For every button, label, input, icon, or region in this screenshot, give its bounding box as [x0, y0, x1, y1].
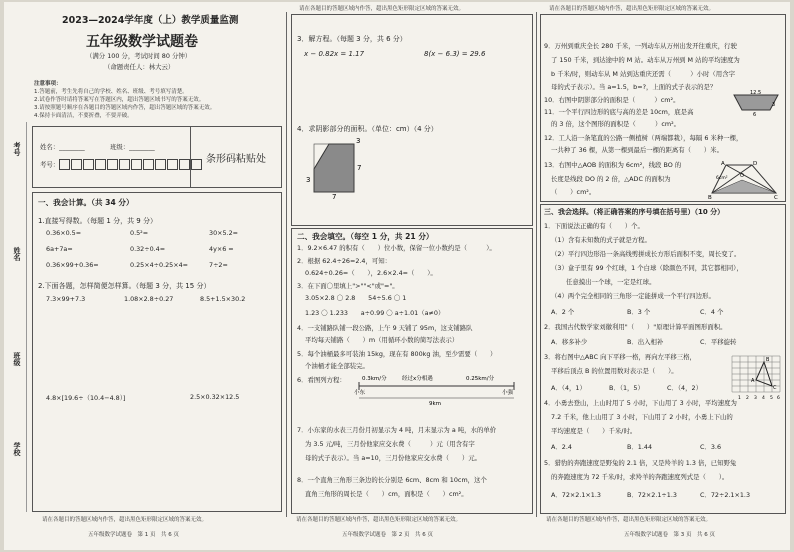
- option-a[interactable]: A．72×2.1×1.3: [551, 491, 601, 499]
- header-note-3: 请在各题目的答题区域内作答，超出黑色矩形限定区域的答案无效。: [549, 6, 715, 12]
- name-field[interactable]: 姓名：________: [40, 143, 85, 151]
- fill-item: 的 3 倍，这个图形的面积是（ ）cm²。: [551, 120, 681, 128]
- option-b[interactable]: B．72×2.1÷1.3: [627, 491, 677, 499]
- diagram-label: 0.3km/分: [362, 376, 387, 382]
- notice-title: 注意事项：: [34, 81, 62, 87]
- fill-item: 13．右图中△AOB 的面积为 6cm²，线段 BO 的: [544, 161, 682, 169]
- fill-item: 12．工人沿一条笔直的公路一侧植树（两端都栽），每隔 6 米种一棵，: [544, 134, 743, 142]
- fill-item: 2．根据 62.4÷26=2.4，可知：: [297, 257, 392, 265]
- choice-q5-line: 的奔跑速度为 72 千米/时，求羚羊的奔跑速度列式是（ ）。: [551, 473, 729, 481]
- q2-item: 2.5×0.32×12.5: [190, 393, 240, 401]
- choice-stmt: （1）含有未知数的式子就是方程。: [551, 236, 651, 244]
- side-label-id: 考号: [13, 142, 21, 156]
- binding-line: [26, 122, 27, 512]
- dim-label: 7: [332, 193, 337, 200]
- id-field[interactable]: 考号：: [40, 159, 203, 170]
- shaded-figure: [304, 134, 374, 200]
- column-divider-2: [536, 12, 537, 517]
- q2-item: 4.8×[19.6÷（10.4−4.8）]: [46, 394, 126, 402]
- q1-item: 0.5²=: [130, 229, 149, 237]
- fill-item: 3.05×2.8 〇 2.8 54÷5.6 〇 1: [305, 294, 407, 302]
- diagram-label: 0.25km/分: [466, 376, 495, 382]
- fill-item: 个油桶才能全部装完。: [305, 362, 369, 370]
- q1-item: 7÷2=: [209, 261, 228, 269]
- choice-stmt: 任意摸出一个球，一定是红球。: [566, 278, 656, 286]
- fill-item: 3．在下面〇里填上">""<"或"="。: [297, 282, 399, 290]
- option-a[interactable]: A．2 个: [551, 308, 575, 316]
- footer-note-2: 请在各题目的答题区域内作答，超出黑色矩形限定区域的答案无效。: [296, 517, 462, 523]
- boat-label: 12.5: [750, 90, 762, 96]
- option-c[interactable]: C．（4，2）: [667, 384, 702, 392]
- score-time: （满分 100 分，考试时间 80 分钟）: [86, 52, 192, 60]
- diagram-label: 小强: [502, 390, 514, 396]
- notice-2: 2.试卷作答时请将答案写在答题区内，超出答题区域书写的答案无效。: [34, 97, 205, 103]
- footer-page-2: 五年级数学试题卷 第 2 页 共 6 页: [342, 532, 433, 538]
- choice-q2: 2．我国古代数学家刘徽利用"（ ）"原理计算平面图形面积。: [544, 323, 727, 331]
- part4-title: 三、我会选择。（将正确答案的序号填在括号里）（10 分）: [544, 208, 725, 216]
- side-label-name: 姓名: [13, 247, 21, 261]
- notice-4: 4.保持卡面清洁，不要折叠，不要弄破。: [34, 113, 133, 119]
- q1-item: 6a+7a=: [46, 245, 73, 253]
- coordinate-grid: [728, 352, 782, 400]
- trap-label: B: [708, 195, 712, 199]
- info-divider: [190, 126, 191, 187]
- q2-title: 2.下面各题，怎样简便怎样算。（每题 3 分，共 15 分）: [38, 282, 211, 290]
- diagram-label: 9km: [429, 401, 442, 406]
- fill-item: 长度是线段 DO 的 2 倍，△ADC 的面积为: [551, 175, 671, 183]
- grid-label: 1: [738, 396, 741, 400]
- q2-item: 1.08×2.8÷0.27: [124, 295, 174, 303]
- trap-label: A: [721, 161, 725, 167]
- fill-item: 9．万州到重庆全长 280 千米，一列动车从万州出发开往重庆，行驶: [544, 42, 737, 50]
- dim-label: 3: [306, 176, 311, 184]
- choice-q3: 3．将右图中△ABC 向下平移一格，再向左平移三格，: [544, 353, 696, 361]
- dim-label: 7: [357, 164, 362, 172]
- fill-item: 为 3.5 元/吨，三月份他家应交水费（ ）元（用含有字: [305, 440, 475, 448]
- q3-title: 3．解方程。（每题 3 分，共 6 分）: [297, 35, 407, 43]
- option-b[interactable]: B．1.44: [627, 443, 653, 451]
- choice-q5-line: 5．猎豹的奔跑速度是野兔的 2.1 倍，又是羚羊的 1.3 倍，已知野兔: [544, 459, 737, 467]
- meeting-diagram: [354, 372, 529, 406]
- fill-item: 4．一支铺路队铺一段公路，上午 9 天铺了 95m，这支铺路队: [297, 324, 473, 332]
- fill-item: 平均每天铺路（ ）m（用循环小数的简写法表示）: [305, 336, 459, 344]
- q1-item: 0.25×4÷0.25×4=: [130, 261, 189, 269]
- side-label-school: 学校: [13, 442, 21, 456]
- trap-label: 6cm²: [716, 176, 728, 181]
- choice-stmt: （2）平行四边形沿一条高线剪拼成长方形后面积不变，周长变了。: [551, 250, 741, 258]
- choice-stmt: （3）盒子里有 99 个红球，1 个白球（除颜色不同，其它都相同），: [551, 264, 743, 272]
- fill-item: 0.624÷0.26=（ ），2.6×2.4=（ ）。: [305, 269, 437, 277]
- choice-q4-line: 平均速度是（ ）千米/时。: [551, 427, 637, 435]
- column-divider-1: [286, 12, 287, 517]
- q1-item: 30×5.2=: [209, 229, 239, 237]
- fill-item: 母的式子表示）。当 a=10，三月份他家应交水费（ ）元。: [305, 454, 481, 462]
- q1-item: 0.36×99+0.36=: [46, 261, 99, 269]
- q3-eq1: x − 0.82x = 1.17: [304, 50, 365, 58]
- q1-item: 0.36×0.5=: [46, 229, 82, 237]
- option-a[interactable]: A．（4，1）: [551, 384, 586, 392]
- q1-title: 1.直接写得数。（每题 1 分，共 9 分）: [38, 217, 157, 225]
- notice-1: 1.答题前，考生先将自己的学校、姓名、班级、考号填写清楚。: [34, 89, 188, 95]
- fill-item: （ ）cm²。: [551, 188, 596, 196]
- choice-stmt: （4）两个完全相同的三角形一定能拼成一个平行四边形。: [551, 292, 715, 300]
- choice-q4-line: 7.2 千米，他上山用了 3 小时，下山用了 2 小时，小勇上下山的: [551, 413, 733, 421]
- choice-q3b: 平移后顶点 B 的位置用数对表示是（ ）。: [551, 367, 678, 375]
- q2-item: 8.5+1.5×30.2: [200, 295, 246, 303]
- option-a[interactable]: A．移多补少: [551, 338, 588, 346]
- grid-label: 6: [777, 396, 780, 400]
- option-c[interactable]: C．72÷2.1×1.3: [700, 491, 751, 499]
- fill-item: 1.23 〇 1.233 a÷0.99 〇 a÷1.01（a≠0）: [305, 309, 445, 317]
- option-b[interactable]: B．3 个: [627, 308, 651, 316]
- grid-label: 2: [746, 396, 749, 400]
- fill-item: 1．9.2×6.47 的积有（ ）位小数，保留一位小数约是（ ）。: [297, 244, 496, 252]
- option-a[interactable]: A．2.4: [551, 443, 572, 451]
- option-c[interactable]: C．4 个: [700, 308, 724, 316]
- grid-label: C: [773, 385, 777, 391]
- fill-item: 5．每个油桶最多可装油 15kg，现在有 800kg 油，至少需要（ ）: [297, 350, 497, 358]
- grid-label: B: [766, 357, 770, 363]
- year-title: 2023—2024学年度（上）教学质量监测: [62, 15, 239, 26]
- boat-label: 3: [772, 102, 776, 108]
- fill-item: 6．看图列方程：: [297, 376, 346, 384]
- q4-title: 4．求阴影部分的面积。（单位：cm）（4 分）: [297, 125, 438, 133]
- option-b[interactable]: B．（1，5）: [609, 384, 644, 392]
- author: （命题责任人：林大云）: [104, 63, 175, 71]
- fill-item: 母的式子表示）。当 a=1.5，b=?，上面的式子表示的是？: [551, 83, 717, 91]
- fill-item: b 千米/时，则动车从 M 站到达重庆还需（ ）小时（用含字: [551, 70, 735, 78]
- side-label-class: 班级: [13, 352, 21, 366]
- fill-item: 7．小东家的水表三月份月初显示为 4 吨，月末显示为 a 吨，水的单价: [297, 426, 497, 434]
- trapezoid-figure: [708, 159, 780, 199]
- choice-q1: 1．下面说法正确的有（ ）个。: [544, 222, 644, 230]
- footer-note-1: 请在各题目的答题区域内作答，超出黑色矩形限定区域的答案无效。: [42, 517, 208, 523]
- boat-label: 6: [753, 112, 757, 116]
- boat-figure: [732, 90, 780, 116]
- fill-item: 10．右图中阴影部分的面积是（ ）cm²。: [544, 96, 680, 104]
- part1-title: 一、我会计算。（共 34 分）: [38, 198, 134, 207]
- header-note-2: 请在各题目的答题区域内作答，超出黑色矩形限定区域的答案无效。: [299, 6, 465, 12]
- trap-label: O: [740, 173, 744, 179]
- q1-item: 4y×6 =: [209, 245, 234, 253]
- fill-item: 直角三角形的周长是（ ）cm，面积是（ ）cm²。: [305, 490, 468, 498]
- part2-title: 二、我会填空。（每空 1 分，共 21 分）: [297, 232, 434, 241]
- choice-q4-line: 4．小勇去登山，上山时用了 5 小时，下山用了 3 小时，平均速度为: [544, 399, 737, 407]
- q2-item: 7.3×99+7.3: [46, 295, 86, 303]
- trap-label: C: [774, 195, 778, 199]
- option-b[interactable]: B．出入相补: [627, 338, 664, 346]
- exam-sheet: [4, 2, 790, 550]
- notice-3: 3.请按照题号顺序在各题目的答题区域内作答，超出答题区域的答案无效。: [34, 105, 216, 111]
- footer-page-1: 五年级数学试题卷 第 1 页 共 6 页: [88, 532, 179, 538]
- barcode-area: 条形码粘贴处: [206, 154, 266, 165]
- grid-label: 3: [754, 396, 757, 400]
- diagram-label: 小东: [354, 390, 366, 396]
- part1-box: [32, 192, 282, 512]
- fill-item: 一共种了 36 棵，从第一棵到最后一棵的距离有（ ）米。: [551, 146, 723, 154]
- q3-eq2: 8(x − 6.3) = 29.6: [424, 50, 486, 58]
- dim-label: 3: [356, 137, 361, 145]
- grid-label: A: [751, 378, 755, 384]
- option-c[interactable]: C．平移旋转: [700, 338, 737, 346]
- footer-page-3: 五年级数学试题卷 第 3 页 共 6 页: [624, 532, 715, 538]
- exam-title: 五年级数学试题卷: [86, 34, 198, 50]
- shaded-region: [314, 144, 354, 192]
- fill-item: 11．一个平行四边形的底与高的差是 10cm，底是高: [544, 108, 694, 116]
- fill-item: 8．一个直角三角形三条边的长分别是 6cm、8cm 和 10cm，这个: [297, 476, 487, 484]
- grid-label: 4: [762, 396, 765, 400]
- q1-item: 0.32÷0.4=: [130, 245, 166, 253]
- diagram-label: 经过x分相遇: [402, 376, 433, 382]
- footer-note-3: 请在各题目的答题区域内作答，超出黑色矩形限定区域的答案无效。: [546, 517, 712, 523]
- fill-item: 了 150 千米，到达途中的 M 站。动车从万州到 M 站的平均速度为: [551, 56, 740, 64]
- trap-label: D: [753, 161, 758, 167]
- option-c[interactable]: C．3.6: [700, 443, 722, 451]
- grid-label: 5: [770, 396, 773, 400]
- class-field[interactable]: 班级：________: [110, 143, 155, 151]
